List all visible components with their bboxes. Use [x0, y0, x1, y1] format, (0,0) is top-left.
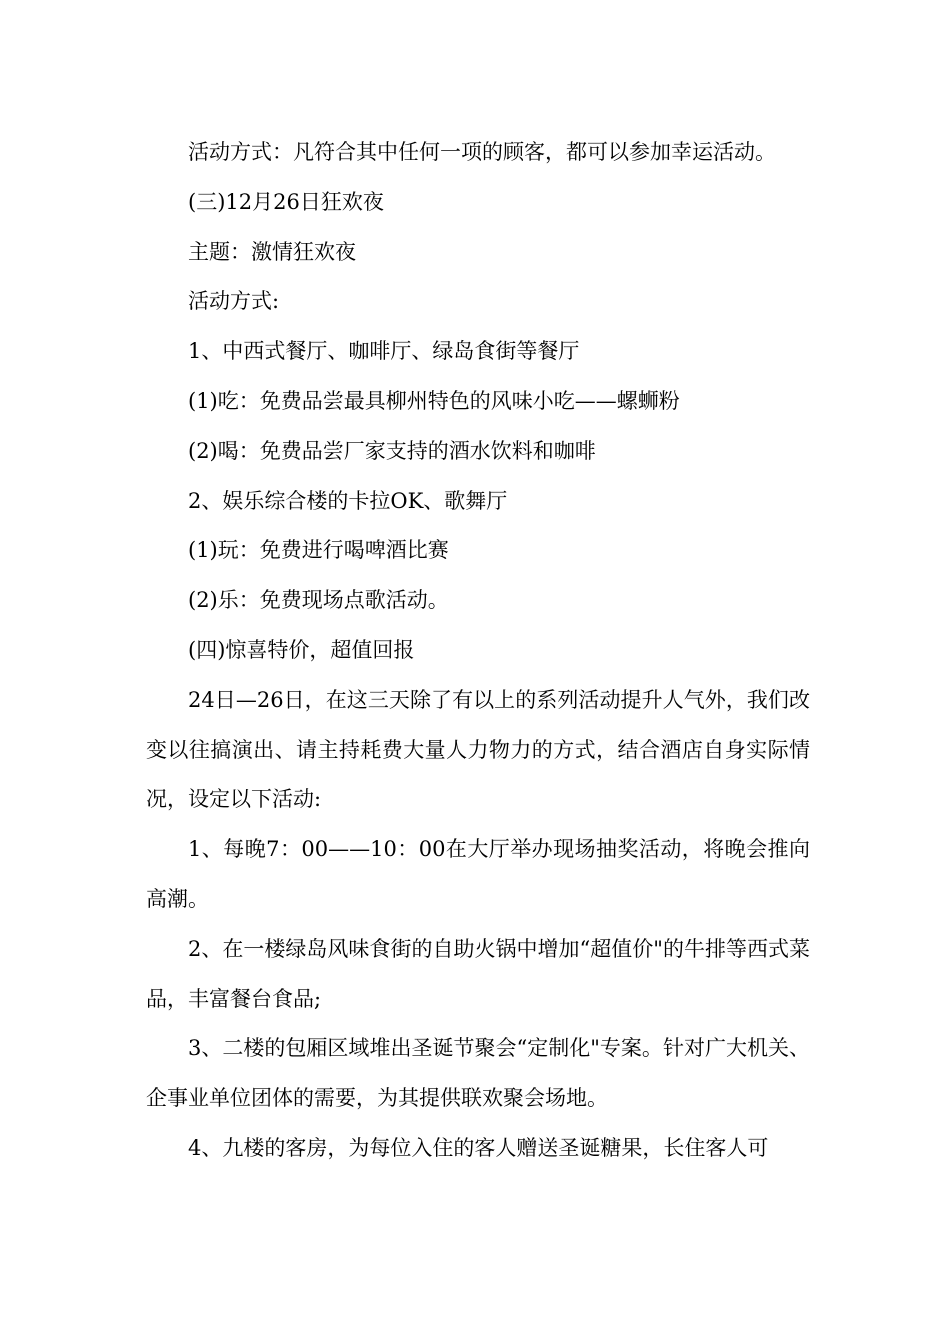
list-item-drink: (2)喝：免费品尝厂家支持的酒水饮料和咖啡 [188, 438, 596, 463]
section-heading-carnival-night: (三)12月26日狂欢夜 [188, 189, 384, 214]
list-item-eat: (1)吃：免费品尝最具柳州特色的风味小吃——螺蛳粉 [188, 388, 680, 413]
paragraph-theme: 主题：激情狂欢夜 [188, 239, 356, 264]
list-item-entertainment: 2、娱乐综合楼的卡拉OK、歌舞厅 [188, 488, 508, 513]
document-body [146, 128, 810, 1174]
list-item-play: (1)玩：免费进行喝啤酒比赛 [188, 538, 449, 563]
paragraph-activity-method: 活动方式: [188, 289, 280, 314]
list-item-private-rooms: 3、二楼的包厢区域堆出圣诞节聚会“定制化"专案。针对广大机关、企事业单位团体的需要，为其提供联欢聚会场地。 [146, 1036, 810, 1111]
section-heading-special-offers: (四)惊喜特价，超值回报 [188, 637, 415, 662]
list-item-lottery: 1、每晚7：00——10：00在大厅举办现场抽奖活动，将晚会推向高潮。 [146, 837, 810, 911]
list-item-guest-rooms: 4、九楼的客房，为每位入住的客人赠送圣诞糖果，长住客人可 [188, 1135, 769, 1160]
paragraph-activity-method-lucky: 活动方式：凡符合其中任何一项的顾客，都可以参加幸运活动。 [188, 140, 776, 164]
list-item-restaurants: 1、中西式餐厅、咖啡厅、绿岛食街等餐厅 [188, 339, 580, 364]
list-item-hotpot: 2、在一楼绿岛风味食街的自助火锅中增加“超值价"的牛排等西式菜品，丰富餐台食品; [146, 936, 810, 1011]
paragraph-three-days: 24日—26日，在这三天除了有以上的系列活动提升人气外，我们改变以往搞演出、请主持耗费大量人力物力的方式，结合酒店自身实际情况，设定以下活动: [146, 687, 810, 812]
list-item-fun: (2)乐：免费现场点歌活动。 [188, 588, 449, 613]
